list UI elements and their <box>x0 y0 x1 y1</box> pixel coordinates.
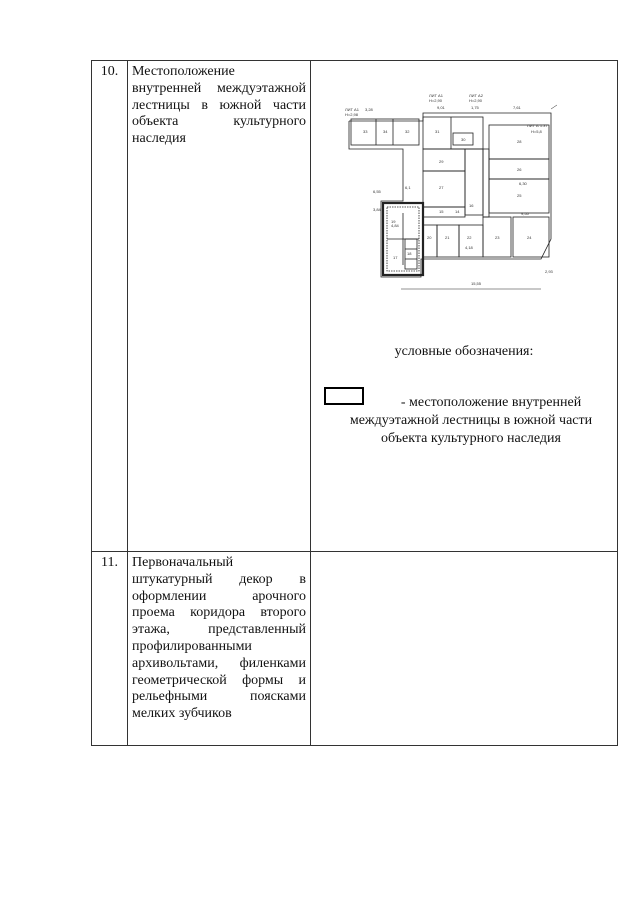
floor-plan-drawing <box>341 89 557 304</box>
plan-label: Н=2,90 <box>429 98 443 103</box>
room-number: 24 <box>527 235 532 240</box>
room-number: 15 <box>439 209 444 214</box>
plan-label: 1,75 <box>471 105 479 110</box>
legend-description <box>341 394 601 448</box>
room-number: 25 <box>517 193 522 198</box>
plan-label: Н=2,98 <box>345 112 359 117</box>
room-number: 22 <box>467 235 472 240</box>
room-number: 16 <box>469 203 474 208</box>
room-number: 31 <box>435 129 440 134</box>
plan-label: 2,93 <box>545 269 553 274</box>
room-number: 14 <box>455 209 460 214</box>
plan-label: 7,61 <box>513 105 521 110</box>
row-description <box>128 552 311 746</box>
room-number: 19 <box>391 219 396 224</box>
plan-label: 3,28 <box>365 107 373 112</box>
plan-label: 4,84 <box>391 223 399 228</box>
description-text: Местоположение внутренней междуэтажной лестницы в южной части объекта культурного наследия <box>132 64 306 147</box>
plan-label: ЛИТ А1 <box>429 93 443 98</box>
room-number: 27 <box>439 185 444 190</box>
row-number: 10. <box>92 61 128 552</box>
plan-label: 15,55 <box>471 281 482 286</box>
row-number: 11. <box>92 552 128 746</box>
room-number: 33 <box>363 129 368 134</box>
legend-line: объекта культурного наследия <box>381 431 561 446</box>
room-number: 30 <box>461 137 466 142</box>
room-number: 34 <box>383 129 388 134</box>
room-number: 17 <box>393 255 398 260</box>
plan-label: 6,55 <box>373 189 381 194</box>
plan-label: ЛИТ А2 <box>469 93 483 98</box>
legend-line: междуэтажной лестницы в южной части <box>349 413 593 428</box>
room-number: 20 <box>427 235 432 240</box>
plan-label: 4,18 <box>465 245 473 250</box>
room-number: 18 <box>407 251 412 256</box>
plan-label: 6,30 <box>519 181 527 186</box>
plan-label: Н=5,8 <box>531 129 542 134</box>
plan-label: 9,01 <box>437 105 445 110</box>
room-number: 29 <box>439 159 444 164</box>
plan-label: ЛИТ А 1.37 <box>527 123 548 128</box>
floor-plan-cell <box>311 61 618 552</box>
room-number: 26 <box>517 167 522 172</box>
plan-label: Н=2,90 <box>469 98 483 103</box>
plan-label: ЛИТ А1 <box>345 107 359 112</box>
row-description <box>128 61 311 552</box>
legend-line: - местоположение внутренней <box>400 395 582 410</box>
monuments-table <box>91 60 618 746</box>
description-text: Первоначальный штукатурный декор в оформлении арочного проема коридора второго этажа, представленный профилированными архивольтами, филенками геометрической формы и рельефными поясками мелких зубчиков <box>132 555 306 722</box>
table-row <box>92 552 618 746</box>
room-number: 21 <box>445 235 450 240</box>
room-number: 28 <box>517 139 522 144</box>
plan-label: 3,84 <box>373 207 381 212</box>
table-row <box>92 61 618 552</box>
plan-label: 9,55 <box>521 211 529 216</box>
room-number: 23 <box>495 235 500 240</box>
room-number: 32 <box>405 129 410 134</box>
image-cell-empty <box>311 552 618 746</box>
legend-title: условные обозначения: <box>394 344 534 359</box>
plan-label: 6,1 <box>405 185 411 190</box>
